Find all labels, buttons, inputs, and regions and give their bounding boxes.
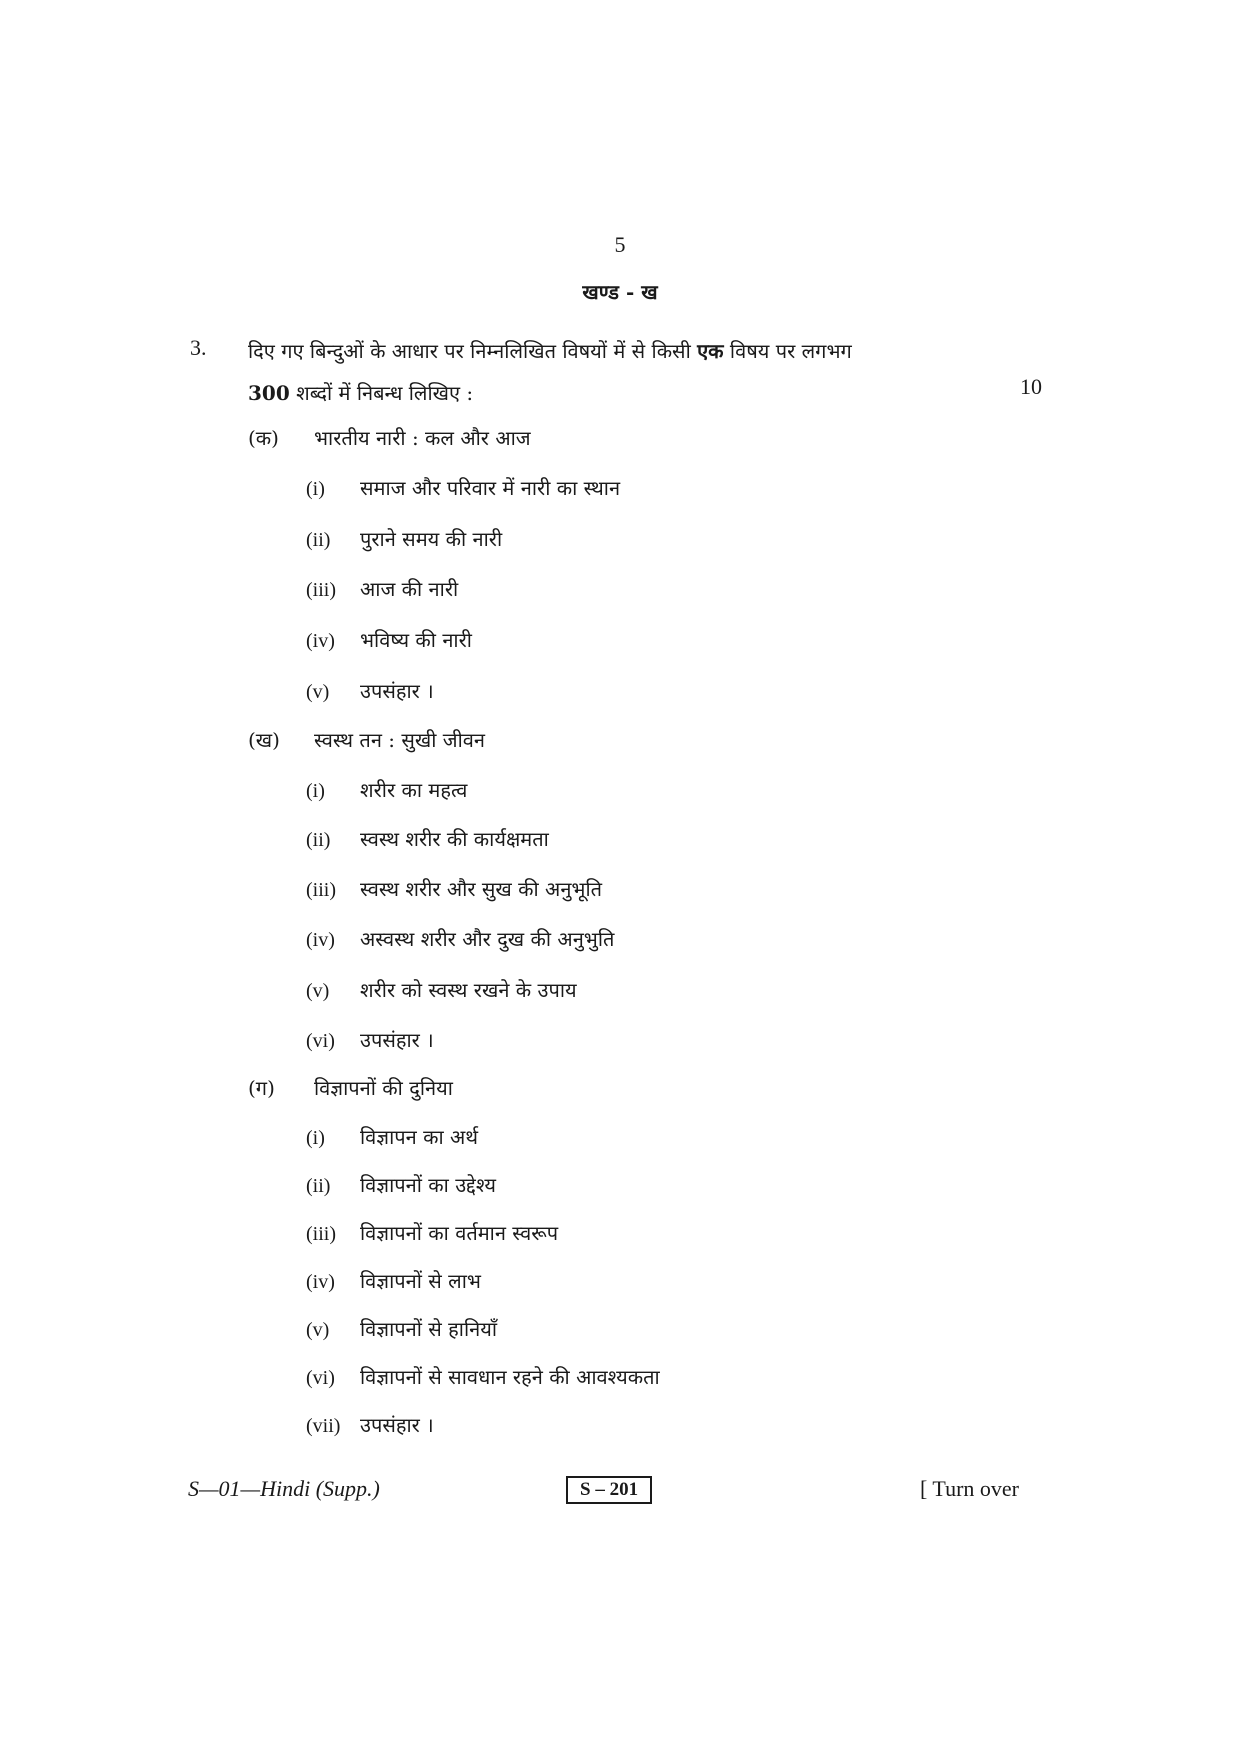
item-text: अस्वस्थ शरीर और दुख की अनुभुति: [360, 927, 615, 951]
topic-label: (ग): [248, 1076, 275, 1100]
question-line-1-start: दिए गए बिन्दुओं के आधार पर निम्नलिखित विषयों में से किसी: [248, 339, 698, 363]
item-text: शरीर का महत्व: [360, 778, 468, 802]
item-text: विज्ञापनों से सावधान रहने की आवश्यकता: [360, 1365, 660, 1389]
item-label: (iii): [306, 879, 336, 901]
item-text: समाज और परिवार में नारी का स्थान: [360, 476, 621, 500]
topic-kha: [248, 720, 485, 760]
item-label: (i): [306, 1127, 325, 1149]
list-item: [306, 468, 620, 508]
item-label: (iv): [306, 1271, 335, 1293]
item-label: (i): [306, 478, 325, 500]
question-number: 3.: [190, 335, 207, 360]
item-text: आज की नारी: [360, 577, 459, 601]
item-label: (v): [306, 681, 330, 703]
list-item: [306, 569, 458, 609]
topic-title: स्वस्थ तन : सुखी जीवन: [314, 728, 486, 752]
list-item: [306, 519, 502, 559]
item-label: (vii): [306, 1415, 341, 1437]
item-label: (vi): [306, 1367, 335, 1389]
item-text: स्वस्थ शरीर और सुख की अनुभूति: [360, 877, 603, 901]
list-item: [306, 1405, 434, 1445]
item-label: (vi): [306, 1030, 335, 1052]
item-label: (ii): [306, 529, 331, 551]
topic-title: भारतीय नारी : कल और आज: [314, 426, 531, 450]
item-text: शरीर को स्वस्थ रखने के उपाय: [360, 978, 577, 1002]
question-marks: 10: [1020, 374, 1042, 399]
topic-title: विज्ञापनों की दुनिया: [314, 1076, 453, 1100]
list-item: [306, 1309, 497, 1349]
question-word-count: 300: [248, 381, 290, 405]
item-label: (iv): [306, 630, 335, 652]
topic-label: (क): [248, 426, 279, 450]
item-text: विज्ञापन का अर्थ: [360, 1125, 479, 1149]
item-label: (ii): [306, 1175, 331, 1197]
list-item: [306, 869, 602, 909]
item-label: (iv): [306, 929, 335, 951]
footer-series-box: S – 201: [566, 1476, 652, 1504]
topic-ka: [248, 418, 531, 458]
list-item: [306, 819, 549, 859]
item-label: (v): [306, 1319, 330, 1341]
item-text: पुराने समय की नारी: [360, 527, 503, 551]
footer-paper-code: S—01—Hindi (Supp.): [188, 1476, 380, 1501]
list-item: [306, 1261, 481, 1301]
list-item: [306, 620, 472, 660]
list-item: [306, 1213, 558, 1253]
item-text: विज्ञापनों का वर्तमान स्वरूप: [360, 1221, 559, 1245]
question-text: [248, 330, 1048, 414]
item-text: विज्ञापनों से हानियाँ: [360, 1317, 498, 1341]
item-text: उपसंहार ।: [360, 1413, 434, 1437]
item-text: उपसंहार ।: [360, 1028, 434, 1052]
list-item: [306, 1020, 434, 1060]
item-label: (v): [306, 980, 330, 1002]
item-label: (iii): [306, 579, 336, 601]
list-item: [306, 1357, 660, 1397]
topic-label: (ख): [248, 728, 280, 752]
item-text: विज्ञापनों का उद्देश्य: [360, 1173, 496, 1197]
topic-ga: [248, 1068, 453, 1108]
footer-turn-over: [ Turn over: [920, 1476, 1020, 1501]
list-item: [306, 970, 577, 1010]
list-item: [306, 770, 467, 810]
section-title: खण्ड - ख: [582, 280, 658, 304]
item-label: (i): [306, 780, 325, 802]
item-text: स्वस्थ शरीर की कार्यक्षमता: [360, 827, 549, 851]
list-item: [306, 671, 434, 711]
question-line-1: [248, 330, 1048, 372]
list-item: [306, 919, 614, 959]
item-text: उपसंहार ।: [360, 679, 434, 703]
list-item: [306, 1165, 496, 1205]
page-number: 5: [614, 232, 626, 257]
question-line-2-rest: शब्दों में निबन्ध लिखिए :: [289, 381, 474, 405]
question-line-2: [248, 372, 1048, 414]
list-item: [306, 1117, 478, 1157]
item-text: विज्ञापनों से लाभ: [360, 1269, 481, 1293]
item-text: भविष्य की नारी: [360, 628, 472, 652]
item-label: (iii): [306, 1223, 336, 1245]
question-emphasis-one: एक: [697, 339, 724, 363]
question-line-1-end: विषय पर लगभग: [723, 339, 852, 363]
item-label: (ii): [306, 829, 331, 851]
